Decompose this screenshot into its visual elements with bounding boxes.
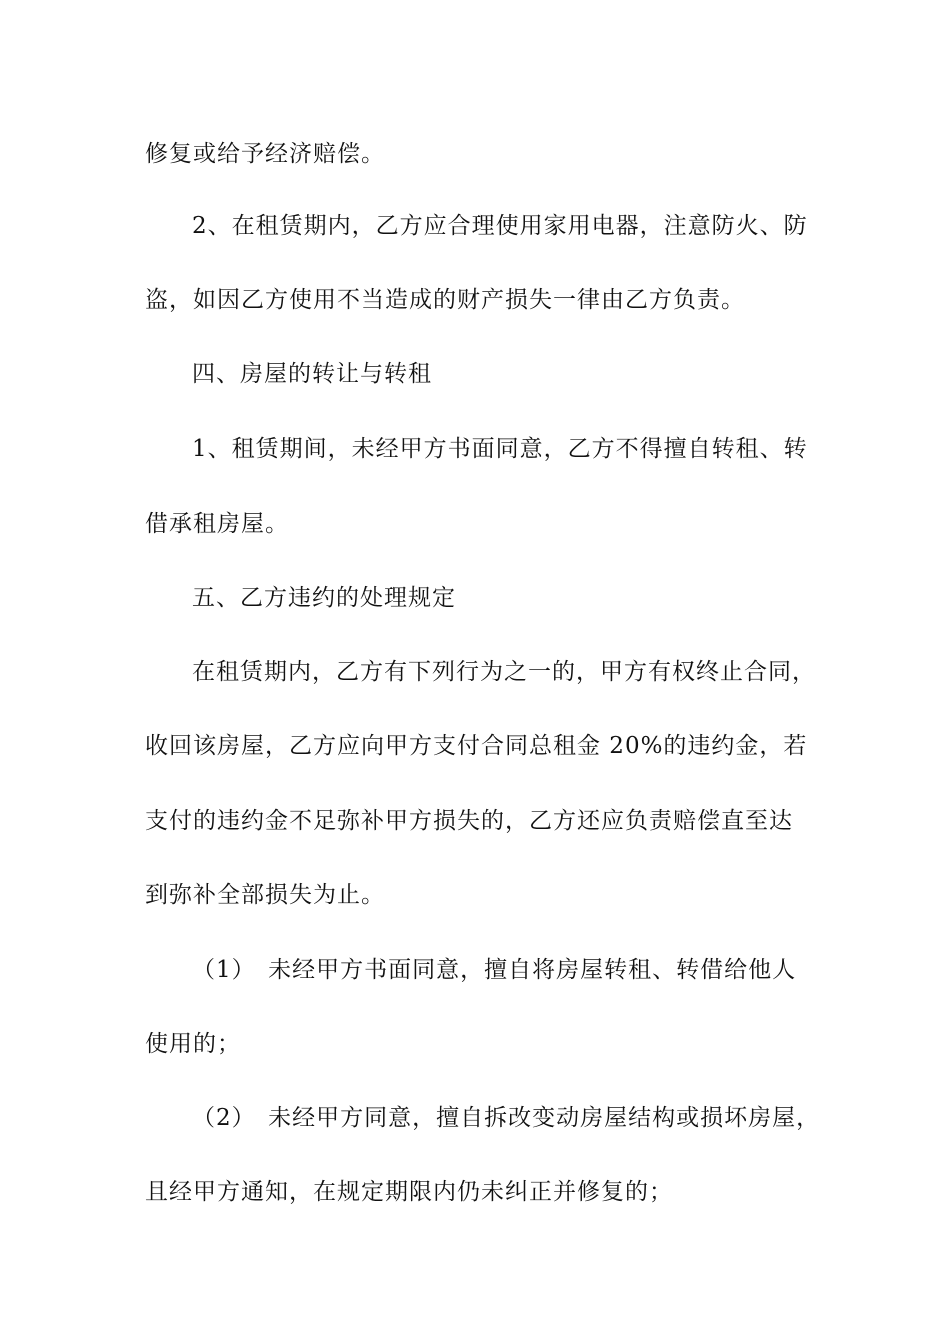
section-heading-5: 五、乙方违约的处理规定 [192, 585, 456, 611]
section-heading-4: 四、房屋的转让与转租 [192, 361, 432, 387]
text-line-5: 1、租赁期间，未经甲方书面同意，乙方不得擅自转租、转 [192, 436, 808, 462]
text-line-9: 收回该房屋，乙方应向甲方支付合同总租金 20%的违约金，若 [145, 733, 808, 759]
text-line-10: 支付的违约金不足弥补甲方损失的，乙方还应负责赔偿直至达 [145, 808, 793, 834]
text-line-13: 使用的； [145, 1031, 241, 1057]
text-line-1: 修复或给予经济赔偿。 [145, 141, 385, 167]
list-item-1: （1） 未经甲方书面同意，擅自将房屋转租、转借给他人 [192, 957, 797, 983]
text-line-11: 到弥补全部损失为止。 [145, 882, 385, 908]
list-item-2: （2） 未经甲方同意，擅自拆改变动房屋结构或损坏房屋， [192, 1105, 821, 1131]
text-line-2: 2、在租赁期内，乙方应合理使用家用电器，注意防火、防 [192, 213, 808, 239]
text-line-3: 盗，如因乙方使用不当造成的财产损失一律由乙方负责。 [145, 287, 745, 313]
text-line-8: 在租赁期内，乙方有下列行为之一的，甲方有权终止合同， [192, 659, 816, 685]
text-line-15: 且经甲方通知，在规定期限内仍未纠正并修复的； [145, 1179, 673, 1205]
text-line-6: 借承租房屋。 [145, 511, 289, 537]
